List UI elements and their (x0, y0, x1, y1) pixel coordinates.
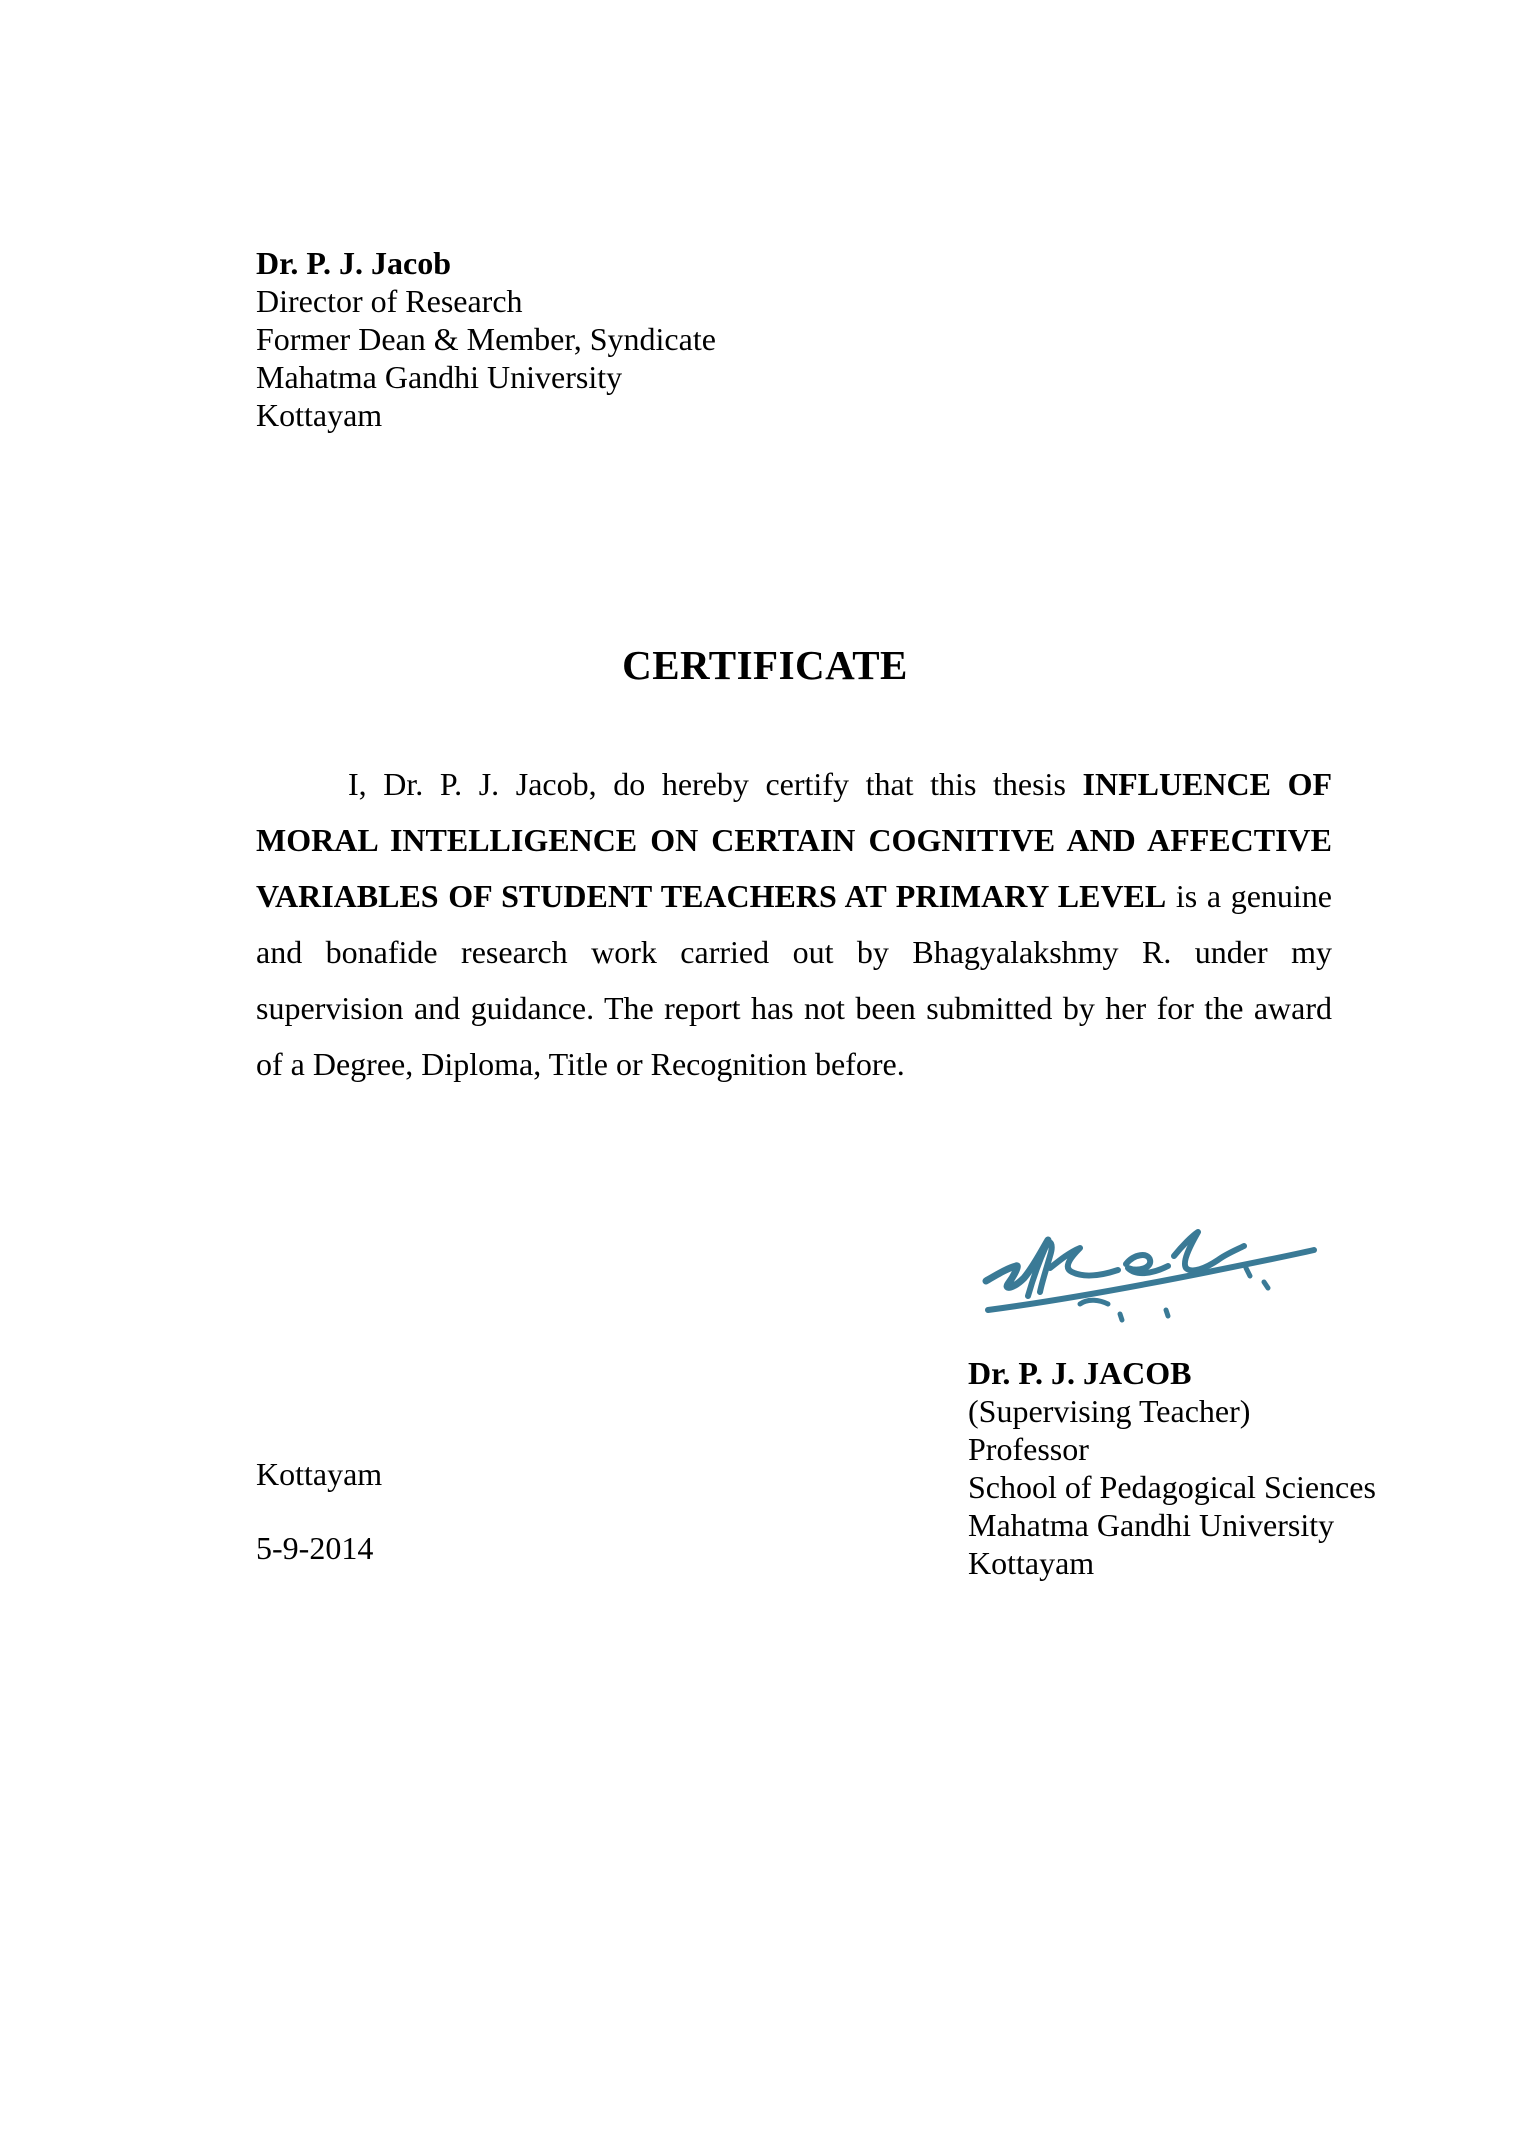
date: 5-9-2014 (256, 1530, 374, 1566)
signatory-line: Kottayam (968, 1545, 1095, 1581)
body-rest: is a genuine and bonafide research work carried out by Bhagyalakshmy R. under my supervision and guidance. The report has not been submitted by her for the award of a Degree, Diploma, Title or Recognition before. (256, 878, 1333, 1082)
signatory-line: (Supervising Teacher) (968, 1393, 1251, 1429)
letterhead (256, 244, 716, 434)
signatory-line: Professor (968, 1431, 1089, 1467)
letterhead-line: Director of Research (256, 283, 523, 319)
letterhead-line: Mahatma Gandhi University (256, 359, 623, 395)
letterhead-name: Dr. P. J. Jacob (256, 245, 451, 281)
certificate-title: CERTIFICATE (622, 642, 908, 688)
signature-image (968, 1206, 1328, 1346)
signatory-name: Dr. P. J. JACOB (968, 1355, 1192, 1391)
signatory-block (968, 1354, 1376, 1582)
signature-strokes (986, 1232, 1314, 1320)
certificate-body (256, 756, 1332, 1092)
signatory-line: School of Pedagogical Sciences (968, 1469, 1376, 1505)
letterhead-line: Former Dean & Member, Syndicate (256, 321, 716, 357)
place-date (256, 1455, 382, 1567)
signatory-line: Mahatma Gandhi University (968, 1507, 1335, 1543)
letterhead-line: Kottayam (256, 397, 383, 433)
place: Kottayam (256, 1456, 383, 1492)
body-intro: I, Dr. P. J. Jacob, do hereby certify that this thesis (348, 766, 1083, 802)
thesis-title: INFLUENCE OF MORAL INTELLIGENCE ON CERTAIN COGNITIVE AND AFFECTIVE VARIABLES OF STUDENT TEACHERS AT PRIMARY LEVEL (256, 766, 1333, 914)
